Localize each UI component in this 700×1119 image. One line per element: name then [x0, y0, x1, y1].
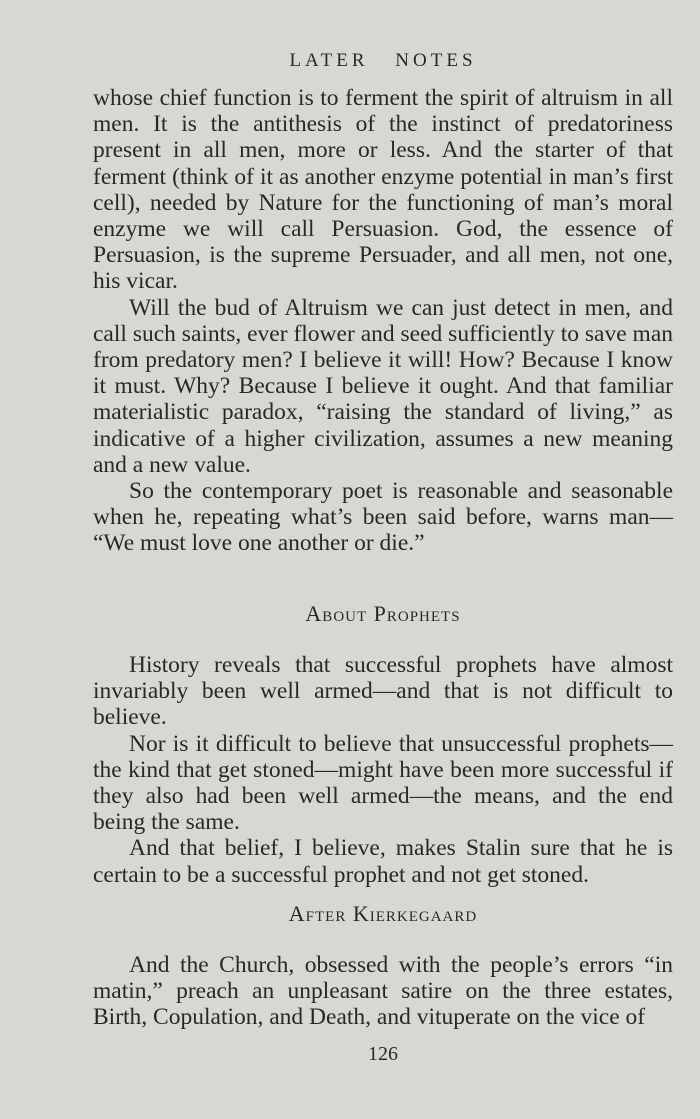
running-head: LATER NOTES: [289, 50, 477, 71]
paragraph: And that belief, I believe, makes Stalin sure that he is certain to be a successful prophet and not get stoned.: [93, 835, 673, 888]
paragraph: Nor is it difficult to believe that unsuccessful prophets— the kind that get stoned—might have been more successful if they also had been well armed—the means, and the end being the same.: [93, 730, 673, 836]
paragraph: History reveals that successful prophets have almost invariably been well armed—and that is not difficult to believe.: [93, 652, 673, 731]
section-about-prophets: [93, 652, 673, 888]
paragraph: So the contemporary poet is reasonable and seasonable when he, repeating what’s been said before, warns man— “We must love one another or die.”: [93, 478, 673, 557]
section-heading-about-prophets: About Prophets: [305, 601, 461, 626]
paragraph: Will the bud of Altruism we can just detect in men, and call such saints, ever flower and seed sufficiently to save man from predatory men? I believe it will! How? Because I know it must. Why? Because I believe it ought. And that familiar materialistic paradox, “raising the standard of living,” as indicative of a higher civilization, assumes a new meaning and a new value.: [93, 294, 673, 478]
section-after-kierkegaard: [93, 952, 673, 1031]
paragraph: whose chief function is to ferment the spirit of altruism in all men. It is the antithesis of the instinct of predatoriness present in all men, more or less. And the starter of that ferment (think of it as another enzyme potential in man’s first cell), needed by Nature for the functioning of man’s moral enzyme we will call Persuasion. God, the essence of Persuasion, is the supreme Persuader, and all men, not one, his vicar.: [93, 85, 673, 295]
paragraph: And the Church, obsessed with the people’s errors “in matin,” preach an unpleasant satire on the three estates, Birth, Copulation, and Death, and vituperate on the vice of: [93, 952, 673, 1031]
section-heading-after-kierkegaard: After Kierkegaard: [288, 901, 478, 926]
continuation-text: [93, 85, 673, 557]
page-number: 126: [368, 1043, 398, 1065]
